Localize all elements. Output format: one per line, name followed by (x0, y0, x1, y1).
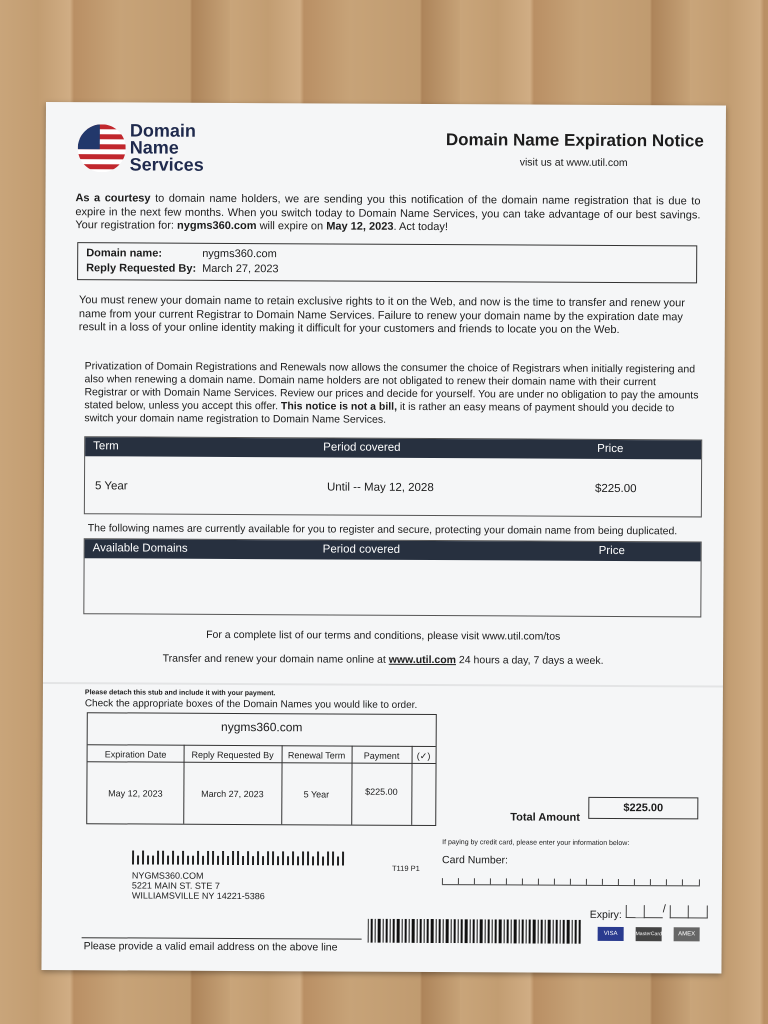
card-number-field[interactable] (442, 870, 700, 886)
mastercard-icon: MasterCard (636, 927, 662, 941)
p2-text1: Privatization of Domain Registrations and Renewals now allows the consumer the choice of Registrars when initially registering and also when renewing a domain name. Domain name holders are not obligated to renew their domain name with their current Registrar or with Domain Name Services. Review our prices and decide for yourself. You are under no obligation to pay the amounts stated below, unless you accept this offer. (84, 360, 699, 413)
notice-paper (41, 102, 726, 974)
domain-label: Domain name: (86, 247, 163, 260)
total-amount: $225.00 (588, 797, 698, 820)
term-table-header (85, 437, 701, 459)
payment-header: Payment (363, 750, 400, 761)
term-value: 5 Year (94, 480, 128, 493)
reply-value-stub: March 27, 2023 (201, 788, 264, 800)
expiry-month-field-2[interactable] (644, 905, 663, 918)
expiry-year-field[interactable] (670, 905, 689, 918)
detach-note: Please detach this stub and include it with your payment. (84, 689, 276, 698)
renewal-value: 5 Year (303, 789, 330, 800)
check-header: (✓) (416, 750, 431, 762)
transfer-link[interactable]: www.util.com (388, 653, 457, 667)
order-table (86, 712, 437, 826)
reply-label: Reply Requested By: (86, 262, 197, 275)
check-note: Check the appropriate boxes of the Domain Names you would like to order. (84, 698, 418, 711)
visa-icon: VISA (598, 927, 624, 941)
address-line3: WILLIAMSVILLE NY 14221-5386 (131, 890, 265, 902)
transfer-text2: 24 hours a day, 7 days a week. (455, 654, 604, 667)
paper-fold (43, 682, 723, 688)
transfer-line (43, 652, 723, 668)
term-table (84, 436, 702, 517)
p2-bold: This notice is not a bill, (280, 400, 398, 413)
email-note: Please provide a valid email address on the above line (83, 940, 338, 954)
term-row (85, 477, 701, 496)
available-note: The following names are currently available for you to register and secure, protecting your domain name from being duplicated. (87, 522, 678, 538)
intro-text2: will expire on (256, 220, 327, 233)
order-checkbox[interactable] (411, 764, 435, 824)
period-header: Period covered (323, 441, 401, 454)
logo-line1: Domain (129, 120, 196, 141)
flag-icon (78, 124, 126, 172)
reply-value: March 27, 2023 (202, 262, 279, 276)
amex-icon: AMEX (674, 927, 700, 941)
intro-paragraph (75, 192, 700, 236)
reply-header: Reply Requested By (191, 749, 274, 761)
price-header: Price (597, 442, 624, 456)
payment-barcode (368, 919, 582, 944)
postal-barcode (132, 850, 352, 865)
card-number-label: Card Number: (442, 854, 509, 867)
expiration-value: May 12, 2023 (108, 788, 163, 799)
expiry-month-field[interactable] (626, 905, 645, 918)
domain-info-box (77, 242, 697, 283)
available-price-header: Price (598, 544, 625, 558)
domain-value: nygms360.com (202, 247, 277, 261)
visit-url: visit us at www.util.com (519, 156, 628, 170)
available-domains-header: Available Domains (92, 542, 188, 555)
available-table-header (85, 539, 701, 561)
terms-line: For a complete list of our terms and conditions, please visit www.util.com/tos (206, 628, 561, 643)
renewal-paragraph: You must renew your domain name to retain exclusive rights to it on the Web, and now is the time to transfer and renew your name from your current Registrar to Domain Name Services. Failure to renew your domain name by the expiration date may result in a loss of your online identity making it difficult for your customers and friends to locate you on the Web. (78, 294, 685, 337)
address-line1: NYGMS360.COM (131, 870, 204, 881)
available-period-header: Period covered (322, 543, 401, 556)
intro-date: May 12, 2023 (326, 220, 394, 233)
expiry-slash: / (662, 903, 666, 916)
price-value: $225.00 (594, 482, 637, 496)
available-domains-table (83, 538, 701, 617)
notice-title: Domain Name Expiration Notice (445, 130, 704, 151)
term-header: Term (93, 440, 119, 453)
expiry-year-field-2[interactable] (688, 905, 708, 918)
credit-card-note: If paying by credit card, please enter your information below: (442, 839, 630, 848)
p2-text2: it is rather an easy means of payment should you decide to switch your domain name registration to Domain Name Services. (84, 400, 675, 426)
logo-line3: Services (129, 154, 204, 175)
transfer-text1: Transfer and renew your domain name online at (162, 652, 389, 666)
expiry-label: Expiry: (589, 908, 622, 922)
company-logo (78, 122, 204, 174)
order-domain: nygms360.com (221, 719, 303, 735)
card-brands (598, 927, 700, 942)
form-code: T119 P1 (391, 863, 420, 873)
renewal-header: Renewal Term (287, 750, 346, 761)
intro-text1: to domain name holders, we are sending you this notification of the domain name registration that is due to expire in the next few months. When you switch today to Domain Name Services, you can take advantage of our best savings. Your registration for: (75, 192, 701, 232)
intro-text3: . Act today! (393, 220, 448, 234)
email-entry-line[interactable] (82, 937, 362, 939)
logo-line2: Name (129, 137, 179, 158)
payment-value: $225.00 (365, 786, 398, 797)
intro-lead: As a courtesy (75, 192, 151, 205)
privatization-paragraph (84, 360, 699, 428)
period-value: Until -- May 12, 2028 (326, 481, 434, 495)
intro-domain: nygms360.com (177, 219, 257, 233)
expiration-header: Expiration Date (104, 749, 167, 760)
mailing-address (132, 870, 265, 901)
total-label: Total Amount (510, 811, 580, 824)
address-line2: 5221 MAIN ST. STE 7 (131, 880, 220, 891)
